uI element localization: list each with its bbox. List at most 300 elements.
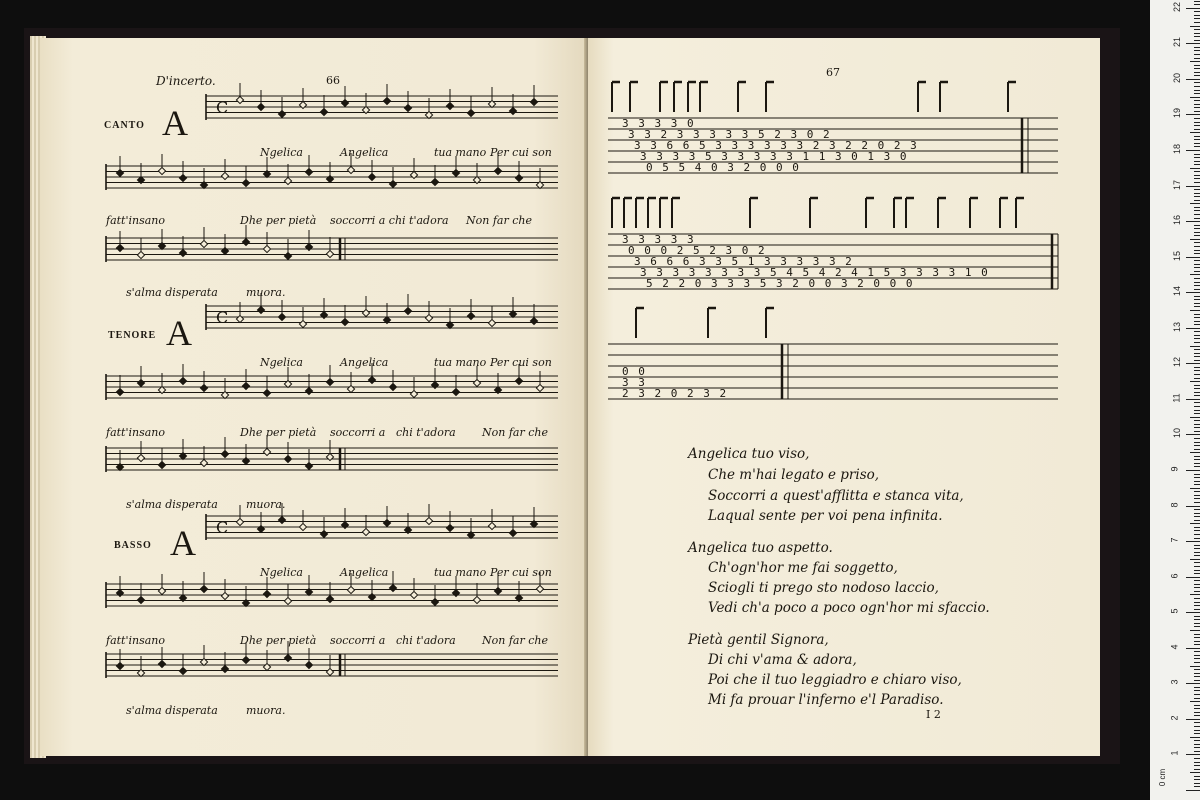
- ruler-tick: [1194, 200, 1200, 201]
- ruler-tick: [1190, 381, 1200, 382]
- music-note: [284, 455, 291, 462]
- ruler-tick: [1194, 634, 1200, 635]
- ruler-tick: [1190, 488, 1200, 489]
- ruler-tick: [1186, 612, 1200, 613]
- ruler-number: 6: [1169, 573, 1180, 579]
- lyric: fatt'insano: [106, 634, 166, 647]
- ruler-tick: [1186, 719, 1200, 720]
- ruler-tick: [1194, 680, 1200, 681]
- music-note: [221, 592, 228, 599]
- ruler-tick: [1194, 267, 1200, 268]
- ruler-tick: [1186, 150, 1200, 151]
- music-note: [242, 656, 249, 663]
- ruler-tick: [1194, 406, 1200, 407]
- lyric: Ngelica: [260, 146, 303, 159]
- time-signature: C: [216, 308, 229, 327]
- ruler-tick: [1194, 306, 1200, 307]
- voice-label-tenore: TENORE: [108, 330, 157, 341]
- ruler-tick: [1190, 274, 1200, 275]
- ruler-tick: [1194, 385, 1200, 386]
- music-note: [242, 238, 249, 245]
- ruler-tick: [1194, 378, 1200, 379]
- tab-numbers: 3 3 3 3 3: [622, 233, 696, 246]
- ruler-tick: [1194, 698, 1200, 699]
- music-note: [536, 384, 543, 391]
- music-note: [368, 593, 375, 600]
- ruler-tick: [1194, 722, 1200, 723]
- music-note: [425, 314, 432, 321]
- ruler-tick: [1194, 449, 1200, 450]
- ruler-tick: [1194, 218, 1200, 219]
- music-note: [263, 389, 270, 396]
- ruler-tick: [1194, 164, 1200, 165]
- ruler-tick: [1190, 594, 1200, 595]
- music-note: [326, 250, 333, 257]
- ruler-tick: [1194, 157, 1200, 158]
- left-page: [40, 38, 588, 756]
- ruler-tick: [1194, 210, 1200, 211]
- ruler-tick: [1194, 317, 1200, 318]
- staff-system: [206, 503, 558, 540]
- ruler-tick: [1194, 207, 1200, 208]
- ruler-tick: [1186, 8, 1200, 9]
- ruler-tick: [1186, 363, 1200, 364]
- ruler-tick: [1194, 196, 1200, 197]
- ruler-tick: [1194, 765, 1200, 766]
- ruler-tick: [1194, 669, 1200, 670]
- ruler-tick: [1190, 310, 1200, 311]
- ruler-tick: [1194, 786, 1200, 787]
- ruler-tick: [1194, 587, 1200, 588]
- poem-line: Mi fa prouar l'inferno e'l Paradiso.: [708, 692, 944, 708]
- ruler-tick: [1194, 690, 1200, 691]
- ruler-tick: [1194, 370, 1200, 371]
- music-note: [137, 251, 144, 258]
- music-note: [158, 167, 165, 174]
- ruler-number: 12: [1172, 357, 1183, 368]
- ruler-tick: [1194, 641, 1200, 642]
- music-note: [257, 306, 264, 313]
- ruler-tick: [1194, 477, 1200, 478]
- ruler-tick: [1186, 292, 1200, 293]
- ruler-tick: [1186, 79, 1200, 80]
- ruler-tick: [1194, 708, 1200, 709]
- music-note: [488, 319, 495, 326]
- ruler-tick: [1194, 154, 1200, 155]
- music-note: [347, 166, 354, 173]
- music-note: [431, 178, 438, 185]
- ruler-tick: [1194, 72, 1200, 73]
- music-note: [431, 598, 438, 605]
- ruler-tick: [1194, 410, 1200, 411]
- ruler-tick: [1194, 513, 1200, 514]
- tablature-row: [608, 198, 1058, 290]
- ruler-tick: [1186, 506, 1200, 507]
- music-note: [326, 668, 333, 675]
- ruler-tick: [1194, 623, 1200, 624]
- music-note: [452, 388, 459, 395]
- music-note: [278, 313, 285, 320]
- ruler-number: 22: [1172, 1, 1183, 12]
- ruler-tick: [1190, 239, 1200, 240]
- ruler-tick: [1194, 29, 1200, 30]
- ruler-tick: [1186, 186, 1200, 187]
- time-signature: C: [216, 518, 229, 537]
- music-note: [326, 378, 333, 385]
- voice-label-canto: CANTO: [104, 120, 145, 131]
- ruler-tick: [1190, 26, 1200, 27]
- ruler-number: 8: [1169, 502, 1180, 508]
- music-note: [515, 174, 522, 181]
- staff-system: [106, 363, 558, 400]
- ruler-tick: [1194, 619, 1200, 620]
- ruler-tick: [1194, 235, 1200, 236]
- music-note: [299, 101, 306, 108]
- music-note: [236, 315, 243, 322]
- ruler-number: 14: [1172, 286, 1183, 297]
- tab-numbers: 3 6 6 6 3 3 5 1 3 3 3 3 3 2: [634, 255, 854, 268]
- poem-line: Laqual sente per voi pena infinita.: [708, 508, 943, 524]
- music-note: [305, 462, 312, 469]
- ruler-tick: [1194, 22, 1200, 23]
- music-note: [320, 530, 327, 537]
- lute-tablature: [588, 38, 1100, 438]
- ruler-tick: [1194, 331, 1200, 332]
- music-note: [530, 98, 537, 105]
- staff-system: [106, 571, 558, 608]
- ruler-tick: [1194, 644, 1200, 645]
- ruler-tick: [1194, 250, 1200, 251]
- lyric: Ngelica: [260, 356, 303, 369]
- tab-numbers: 0 0: [622, 365, 647, 378]
- music-note: [116, 388, 123, 395]
- ruler-tick: [1190, 97, 1200, 98]
- ruler-tick: [1194, 580, 1200, 581]
- ruler-tick: [1194, 58, 1200, 59]
- time-signature: C: [216, 98, 229, 117]
- music-note: [515, 377, 522, 384]
- ruler-tick: [1194, 335, 1200, 336]
- staff-system: [106, 641, 558, 678]
- tab-numbers: 0 0 0 2 5 2 3 0 2: [628, 244, 767, 257]
- lyric: soccorri a chi t'adora: [330, 214, 449, 227]
- music-note: [278, 110, 285, 117]
- ruler-tick: [1194, 356, 1200, 357]
- lyric: muora.: [246, 704, 286, 717]
- ruler-tick: [1186, 114, 1200, 115]
- ruler-tick: [1186, 790, 1200, 791]
- ruler-tick: [1194, 427, 1200, 428]
- music-note: [410, 591, 417, 598]
- music-note: [263, 245, 270, 252]
- ruler-number: 4: [1169, 644, 1180, 650]
- voice-initial-canto: A: [162, 103, 188, 143]
- ruler-tick: [1194, 562, 1200, 563]
- ruler-tick: [1194, 36, 1200, 37]
- ruler-tick: [1194, 442, 1200, 443]
- music-notation: [40, 38, 588, 756]
- music-note: [473, 379, 480, 386]
- music-note: [410, 171, 417, 178]
- ruler-tick: [1194, 82, 1200, 83]
- music-note: [494, 167, 501, 174]
- music-note: [320, 311, 327, 318]
- ruler-tick: [1194, 282, 1200, 283]
- ruler-tick: [1194, 360, 1200, 361]
- lyric: Non far che: [482, 634, 548, 647]
- ruler-tick: [1190, 346, 1200, 347]
- ruler-tick: [1194, 143, 1200, 144]
- music-note: [425, 517, 432, 524]
- music-note: [509, 107, 516, 114]
- music-note: [242, 457, 249, 464]
- ruler-tick: [1194, 456, 1200, 457]
- lyric: Dhe per pietà: [240, 214, 317, 227]
- lyric: tua mano: [434, 146, 487, 159]
- ruler-tick: [1194, 260, 1200, 261]
- ruler-tick: [1190, 203, 1200, 204]
- ruler-tick: [1194, 178, 1200, 179]
- music-note: [362, 309, 369, 316]
- ruler-tick: [1194, 136, 1200, 137]
- music-note: [137, 454, 144, 461]
- music-note: [299, 523, 306, 530]
- ruler-tick: [1190, 701, 1200, 702]
- music-note: [179, 174, 186, 181]
- music-note: [536, 585, 543, 592]
- ruler-tick: [1194, 86, 1200, 87]
- poem-line: Poi che il tuo leggiadro e chiaro viso,: [708, 672, 962, 688]
- lyric: Non far che: [482, 426, 548, 439]
- lyric: Per cui son: [490, 566, 552, 579]
- music-note: [116, 169, 123, 176]
- music-note: [326, 453, 333, 460]
- music-note: [383, 519, 390, 526]
- ruler-tick: [1194, 495, 1200, 496]
- ruler-tick: [1194, 189, 1200, 190]
- ruler-number: 5: [1169, 608, 1180, 614]
- ruler-tick: [1190, 452, 1200, 453]
- ruler-tick: [1194, 424, 1200, 425]
- ruler-tick: [1194, 509, 1200, 510]
- ruler-tick: [1194, 303, 1200, 304]
- music-note: [326, 175, 333, 182]
- ruler-tick: [1194, 338, 1200, 339]
- music-note: [446, 524, 453, 531]
- ruler-tick: [1186, 43, 1200, 44]
- ruler-tick: [1186, 257, 1200, 258]
- ruler-tick: [1194, 747, 1200, 748]
- ruler-number: 13: [1172, 321, 1183, 332]
- music-note: [221, 450, 228, 457]
- ruler-number: 9: [1169, 466, 1180, 472]
- ruler-tick: [1194, 129, 1200, 130]
- ruler-tick: [1190, 772, 1200, 773]
- staff-system: [206, 293, 558, 330]
- ruler-tick: [1194, 591, 1200, 592]
- ruler-tick: [1194, 278, 1200, 279]
- ruler-tick: [1194, 1, 1200, 2]
- poem-line: Ch'ogn'hor me fai soggetto,: [708, 560, 898, 576]
- ruler-tick: [1194, 573, 1200, 574]
- music-note: [404, 104, 411, 111]
- ruler-tick: [1194, 321, 1200, 322]
- ruler-tick: [1194, 33, 1200, 34]
- music-note: [200, 459, 207, 466]
- music-note: [341, 99, 348, 106]
- ruler-tick: [1194, 584, 1200, 585]
- music-note: [257, 525, 264, 532]
- lyric: tua mano: [434, 566, 487, 579]
- music-note: [326, 595, 333, 602]
- music-note: [389, 180, 396, 187]
- music-note: [116, 662, 123, 669]
- ruler-tick: [1194, 555, 1200, 556]
- music-note: [431, 381, 438, 388]
- ruler-tick: [1194, 733, 1200, 734]
- ruler-tick: [1194, 18, 1200, 19]
- ruler-tick: [1194, 402, 1200, 403]
- ruler-tick: [1194, 122, 1200, 123]
- ruler-tick: [1194, 740, 1200, 741]
- ruler-number: 1: [1169, 750, 1180, 756]
- signature-mark: I 2: [926, 708, 941, 721]
- ruler-tick: [1194, 491, 1200, 492]
- music-note: [284, 654, 291, 661]
- lyric: Dhe per pietà: [240, 426, 317, 439]
- music-note: [410, 390, 417, 397]
- ruler-tick: [1194, 161, 1200, 162]
- lyric: Per cui son: [490, 356, 552, 369]
- ruler-tick: [1194, 744, 1200, 745]
- lyric: Angelica: [340, 356, 389, 369]
- music-note: [446, 102, 453, 109]
- ruler-tick: [1194, 182, 1200, 183]
- music-note: [452, 169, 459, 176]
- ruler-number: 17: [1172, 179, 1183, 190]
- ruler-tick: [1194, 566, 1200, 567]
- measuring-ruler: [1150, 0, 1200, 800]
- music-note: [467, 109, 474, 116]
- poem-line: Soccorri a quest'afflitta e stanca vita,: [708, 488, 964, 504]
- tab-numbers: 3 3 2 3 3 3 3 3 5 2 3 0 2: [628, 128, 832, 141]
- ruler-tick: [1186, 683, 1200, 684]
- ruler-tick: [1194, 637, 1200, 638]
- ruler-tick: [1194, 431, 1200, 432]
- ruler-tick: [1186, 221, 1200, 222]
- ruler-tick: [1194, 271, 1200, 272]
- ruler-tick: [1194, 107, 1200, 108]
- ruler-tick: [1194, 705, 1200, 706]
- staff-system: [106, 435, 558, 472]
- ruler-tick: [1194, 662, 1200, 663]
- ruler-tick: [1194, 769, 1200, 770]
- ruler-tick: [1194, 658, 1200, 659]
- ruler-tick: [1194, 349, 1200, 350]
- lyric: s'alma disperata: [126, 498, 218, 511]
- ruler-tick: [1194, 538, 1200, 539]
- ruler-tick: [1194, 609, 1200, 610]
- ruler-tick: [1194, 463, 1200, 464]
- ruler-tick: [1194, 502, 1200, 503]
- ruler-tick: [1194, 246, 1200, 247]
- music-note: [494, 587, 501, 594]
- ruler-tick: [1186, 328, 1200, 329]
- ruler-tick: [1194, 100, 1200, 101]
- ruler-tick: [1194, 548, 1200, 549]
- tablature-row: [608, 308, 1058, 400]
- lyric: muora.: [246, 498, 286, 511]
- ruler-tick: [1194, 481, 1200, 482]
- ruler-tick: [1194, 324, 1200, 325]
- ruler-tick: [1194, 285, 1200, 286]
- ruler-tick: [1194, 545, 1200, 546]
- music-note: [320, 108, 327, 115]
- ruler-tick: [1194, 118, 1200, 119]
- ruler-tick: [1194, 146, 1200, 147]
- lyric: chi t'adora: [396, 426, 456, 439]
- ruler-tick: [1194, 730, 1200, 731]
- ruler-tick: [1190, 523, 1200, 524]
- music-note: [305, 387, 312, 394]
- ruler-tick: [1194, 68, 1200, 69]
- music-note: [236, 518, 243, 525]
- ruler-tick: [1194, 474, 1200, 475]
- ruler-tick: [1186, 648, 1200, 649]
- music-note: [341, 318, 348, 325]
- ruler-tick: [1194, 374, 1200, 375]
- page-heading: D'incerto.: [156, 74, 216, 88]
- lyric: Per cui son: [490, 146, 552, 159]
- ruler-tick: [1194, 655, 1200, 656]
- ruler-tick: [1194, 299, 1200, 300]
- tab-numbers: 2 3 2 0 2 3 2: [622, 387, 728, 400]
- music-note: [284, 252, 291, 259]
- ruler-tick: [1194, 498, 1200, 499]
- ruler-tick: [1194, 530, 1200, 531]
- music-note: [179, 667, 186, 674]
- ruler-tick: [1190, 737, 1200, 738]
- ruler-tick: [1194, 228, 1200, 229]
- ruler-number: 10: [1172, 428, 1183, 439]
- music-note: [200, 585, 207, 592]
- ruler-number: 15: [1172, 250, 1183, 261]
- music-note: [284, 177, 291, 184]
- tablature-row: [608, 82, 1058, 174]
- ruler-tick: [1194, 420, 1200, 421]
- ruler-tick: [1194, 395, 1200, 396]
- ruler-tick: [1194, 264, 1200, 265]
- music-note: [137, 379, 144, 386]
- music-note: [488, 522, 495, 529]
- ruler-tick: [1194, 289, 1200, 290]
- music-note: [236, 96, 243, 103]
- staff-system: [206, 83, 558, 120]
- music-note: [305, 661, 312, 668]
- ruler-tick: [1194, 459, 1200, 460]
- ruler-tick: [1190, 168, 1200, 169]
- ruler-tick: [1194, 367, 1200, 368]
- lyric: fatt'insano: [106, 214, 166, 227]
- music-note: [263, 663, 270, 670]
- ruler-tick: [1194, 193, 1200, 194]
- music-note: [473, 596, 480, 603]
- tab-numbers: 5 2 2 0 3 3 3 5 3 2 0 0 3 2 0 0 0: [646, 277, 915, 290]
- music-note: [200, 240, 207, 247]
- music-note: [467, 312, 474, 319]
- music-note: [347, 385, 354, 392]
- poem-line: Sciogli ti prego sto nodoso laccio,: [708, 580, 939, 596]
